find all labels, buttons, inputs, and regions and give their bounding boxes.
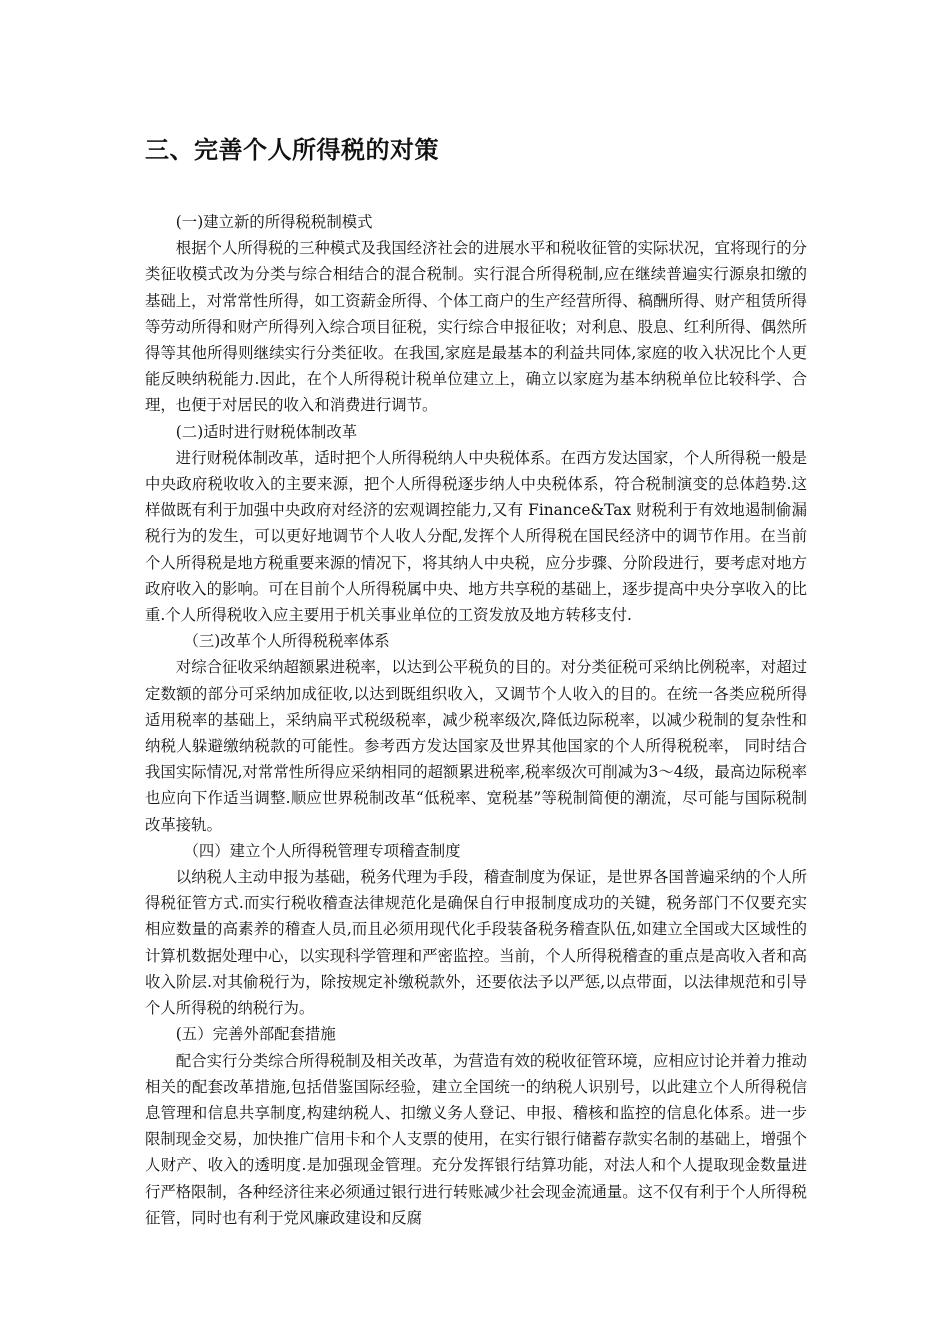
section-heading-3: （三)改革个人所得税税率体系 xyxy=(183,632,390,651)
section-paragraph-5: 配合实行分类综合所得税制及相关改革，为营造有效的税收征管环境，应相应讨论并着力推动相关的配套改革措施,包括借鉴国际经验，建立全国统一的纳税人识别号，以此建立个人所得税信息管理和信息共享制度,构建纳税人、扣缴义务人登记、申报、稽核和监控的信息化体系。进一步限制现金交易，加快推广信用卡和个人支票的使用，在实行银行储蓄存款实名制的基础上，增强个人财产、收入的透明度.是加强现金管理。充分发挥银行结算功能，对法人和个人提取现金数量进行严格限制，各种经济往来必须通过银行进行转账减少社会现金流通量。这不仅有利于个人所得税征管，同时也有利于党风廉政建设和反腐 xyxy=(145,1051,807,1227)
section-paragraph-3: 对综合征收采纳超额累进税率，以达到公平税负的目的。对分类征税可采纳比例税率，对超过定数额的部分可采纳加成征收,以达到既组织收入，又调节个人收入的目的。在统一各类应税所得适用税率的基础上，采纳扁平式税级税率，减少税率级次,降低边际税率，以减少税制的复杂性和纳税人躲避缴纳税款的可能性。参考西方发达国家及世界其他国家的个人所得税税率， 同时结合我国实际情况,对常常性所得应采纳相同的超额累进税率,税率级次可削减为3～4级，最高边际税率也应向下作适当调整.顺应世界税制改革“低税率、宽税基”等税制简便的潮流，尽可能与国际税制改革接轨。 xyxy=(145,658,807,834)
section-paragraph-2: 进行财税体制改革，适时把个人所得税纳人中央税体系。在西方发达国家，个人所得税一般是中央政府税收收入的主要来源，把个人所得税逐步纳人中央税体系，符合税制演变的总体趋势.这样做既有利于加强中央政府对经济的宏观调控能力,又有 Finance&Tax 财税利于有效地遏制偷漏税行为的发生，可以更好地调节个人收人分配,发挥个人所得税在国民经济中的调节作用。在当前个人所得税是地方税重要来源的情况下，将其纳人中央税，应分步骤、分阶段进行，要考虑对地方政府收入的影响。可在目前个人所得税属中央、地方共享税的基础上，逐步提高中央分享收入的比重.个人所得税收入应主要用于机关事业单位的工资发放及地方转移支付. xyxy=(145,448,807,625)
section-paragraph-1: 根据个人所得税的三种模式及我国经济社会的进展水平和税收征管的实际状况，宜将现行的分类征收模式改为分类与综合相结合的混合税制。实行混合所得税制,应在继续普遍实行源泉扣缴的基础上，对常常性所得，如工资薪金所得、个体工商户的生产经营所得、稿酬所得、财产租赁所得等劳动所得和财产所得列入综合项目征税，实行综合申报征收；对利息、股息、红利所得、偶然所得等其他所得则继续实行分类征收。在我国,家庭是最基本的利益共同体,家庭的收入状况比个人更能反映纳税能力.因此，在个人所得税计税单位建立上，确立以家庭为基本纳税单位比较科学、合理，也便于对居民的收入和消费进行调节。 xyxy=(145,239,807,415)
section-heading-2: (二)适时进行财税体制改革 xyxy=(175,422,358,441)
section-paragraph-4: 以纳税人主动申报为基础，税务代理为手段，稽查制度为保证，是世界各国普遍采纳的个人所得税征管方式.而实行税收稽查法律规范化是确保自行申报制度成功的关键，税务部门不仅要充实相应数量的高素养的稽查人员,而且必须用现代化手段装备税务稽查队伍,如建立全国或大区域性的计算机数据处理中心，以实现科学管理和严密监控。当前，个人所得税稽查的重点是高收入者和高收入阶层.对其偷税行为，除按规定补缴税款外，还要依法予以严惩,以点带面，以法律规范和引导个人所得税的纳税行为。 xyxy=(145,868,807,1018)
document-body xyxy=(145,209,807,1231)
page-title: 三、完善个人所得税的对策 xyxy=(145,135,439,164)
section-heading-4: （四）建立个人所得税管理专项稽查制度 xyxy=(183,841,461,860)
section-heading-1: (一)建立新的所得税税制模式 xyxy=(175,213,373,231)
section-heading-5: (五）完善外部配套措施 xyxy=(175,1025,336,1044)
